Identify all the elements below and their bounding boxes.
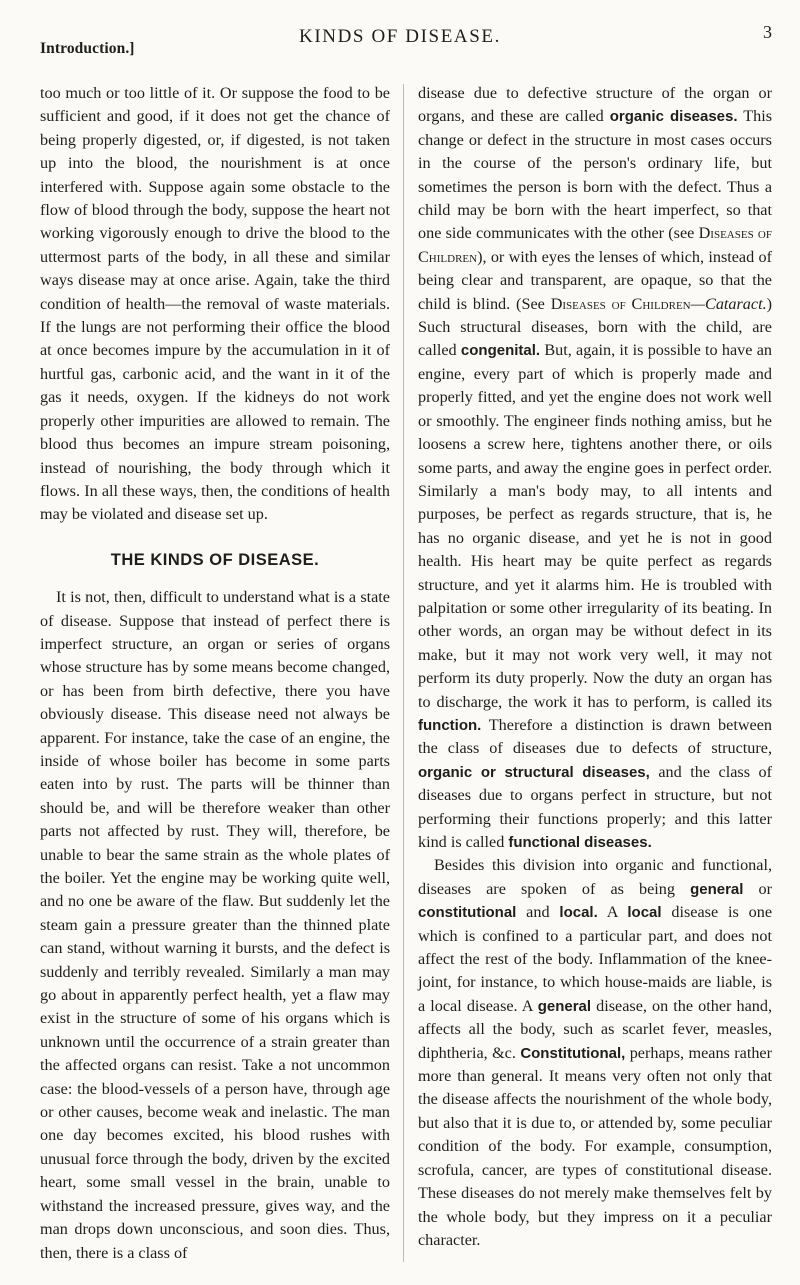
term-general: general bbox=[690, 880, 744, 898]
cross-reference: Diseases of Children bbox=[418, 224, 772, 266]
left-column bbox=[40, 82, 390, 1265]
paragraph-general-local: Besides this division into organic and functional, diseases are spoken of as being general or constitutional and local. A local disease is one which is confined to a particular part, and does not affect the rest of the body. Inflammation of the knee-joint, for instance, to which house-maids are liable, is a local disease. A general disease, on the other hand, affects all the body, such as scarlet fever, measles, diphtheria, &c. Constitutional, perhaps, means rather more than general. It means very often not only that the disease affects the nourishment of the whole body, but also that it is due to, or attended by, some peculiar condition of the body. For example, consumption, scrofula, cancer, are types of constitutional disease. These diseases do not merely make themselves felt by the whole body, but they impress on it a peculiar character. bbox=[418, 856, 773, 1249]
paragraph-continued: too much or too little of it. Or suppose the food to be sufficient and good, if it does not get the chance of being properly digested, or, if digested, is not taken up into the blood, the nourishment is at once interfered with. Suppose again some obstacle to the flow of blood through the body, suppose the heart not working vigorously enough to drive the blood to the uttermost parts of the body, in all these and similar ways disease may at once arise. Again, take the third condition of health—the removal of waste materials. If the lungs are not performing their office the blood at once becomes impure by the accumulation in it of hurtful gas, carbonic acid, and the want in it of the gas it needs, oxygen. If the kidneys do not work properly other impurities are allowed to remain. The blood thus becomes an impure stream poisoning, instead of nourishing, the body through which it flows. In all these ways, then, the conditions of health may be violated and disease set up. bbox=[40, 84, 390, 524]
section-heading: THE KINDS OF DISEASE. bbox=[110, 550, 320, 569]
running-title: KINDS OF DISEASE. bbox=[299, 26, 501, 47]
term-congenital: congenital. bbox=[460, 342, 541, 360]
term-organic-structural: organic or structural diseases, bbox=[418, 763, 650, 781]
term-function: function. bbox=[418, 716, 482, 734]
term-functional-diseases: functional diseases. bbox=[508, 834, 652, 851]
cross-reference: Diseases of Children bbox=[550, 294, 691, 313]
term-local-disease: local bbox=[627, 904, 662, 922]
page-number: 3 bbox=[763, 22, 772, 42]
paragraph-organic-functional: disease due to defective structure of the organ or organs, and these are called organic diseases. This change or defect in the structure in most cases occurs in the course of the person's ordinary life, but sometimes the person is born with the defect. Thus a child may be born with the heart imperfect, so that one side communicates with the other (see Diseases of Children), or with eyes the lenses of which, instead of being clear and transparent, are opaque, so that the child is blind. (See Diseases of Children—Cataract.) Such structural diseases, born with the child, are called congenital. But, again, it is possible to have an engine, every part of which is properly made and properly fitted, and yet the engine does not work well or smoothly. The engineer finds nothing amiss, but he loosens a screw here, tightens another there, or oils some parts, and away the engine goes in perfect order. Similarly a man's body may, to all intents and purposes, be perfect as regards structure, that is, he has no organic disease, and yet he is not in good health. His heart may be quite perfect as regards structure, and yet it alarms him. He is troubled with palpitation or some other irregularity of its beating. In other words, an organ may be without defect in its make, but it may not work very well, it may not perform its duty properly. Now the duty an organ has to discharge, the work it has to perform, is called its function. Therefore a distinction is drawn between the class of diseases due to defects of structure, organic or structural diseases, and the class of diseases due to organs perfect in structure, but not performing their functions properly; and this latter kind is called functional diseases. bbox=[418, 84, 773, 851]
page-header bbox=[0, 10, 800, 57]
term-constitutional: constitutional bbox=[418, 904, 517, 922]
paragraph-kinds-of-disease: It is not, then, difficult to understand what is a state of disease. Suppose that instead of perfect there is imperfect structure, an organ or series of organs whose structure has by some means become changed, or has been from birth defective, there you have obviously disease. This disease need not always be apparent. For instance, take the case of an engine, the inside of whose boiler has become in some parts eaten into by rust. The parts will be thinner than should be, and will be therefore weaker than other parts not affected by rust. They will, therefore, be unable to bear the same strain as the whole plates of the boiler. Yet the engine may be working quite well, and no one be aware of the flaw. But suddenly let the steam gain a pressure greater than the thinned plate can stand, without warning it bursts, and the defect is suddenly and terribly revealed. Similarly a man may go about in apparently perfect health, yet a flaw may exist in the structure of some of his organs which is unknown until the occurrence of a strain greater than the affected organs can resist. Take a not uncommon case: the blood-vessels of a person have, through age or other causes, become weak and inelastic. The man one day becomes excited, his blood rushes with unusual force through the body, driven by the excited heart, some small vessel in the brain, unable to withstand the increased pressure, gives way, and the man drops down unconscious, and soon dies. Thus, then, there is a class of bbox=[40, 588, 390, 1262]
term-constitutional-2: Constitutional, bbox=[520, 1044, 626, 1062]
running-section-label: Introduction.] bbox=[40, 40, 135, 57]
term-general-disease: general bbox=[537, 997, 592, 1015]
term-organic-diseases: organic diseases. bbox=[609, 108, 738, 126]
column-divider bbox=[403, 84, 404, 1262]
right-column bbox=[418, 82, 772, 1252]
term-local: local. bbox=[559, 904, 598, 922]
